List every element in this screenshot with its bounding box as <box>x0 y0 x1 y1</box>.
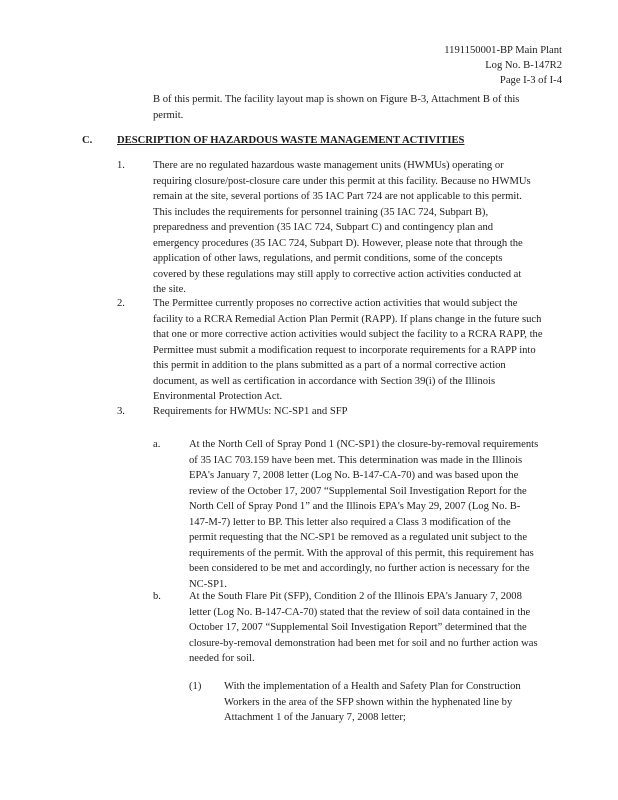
header-log-no: Log No. B-147R2 <box>485 60 562 71</box>
item-number: 2. <box>117 298 125 309</box>
item-text: The Permittee currently proposes no corrective action activities that would subject the facility to a RCRA Remedial Action Plan Permit (RAPP). If plans change in the future such that one or more corrective action activities would subject the facility to a RCRA RAPP, the Permittee must submit a modification request to incorporate requirements for a RAPP into this permit in addition to the plans submitted as a part of a normal corrective action document, as well as certification in accordance with Section 39(i) of the Illinois Environmental Protection Act. <box>153 298 543 402</box>
section-title: DESCRIPTION OF HAZARDOUS WASTE MANAGEMENT ACTIVITIES <box>117 135 465 146</box>
subitem-letter: a. <box>153 439 161 450</box>
section-letter: C. <box>82 135 93 146</box>
item-text: There are no regulated hazardous waste management units (HWMUs) operating or requiring closure/post-closure care under this permit at this facility. Because no HWMUs remain at the site, several portions of 35 IAC Part 724 are not applicable to this permit. This includes the requirements for personnel training (35 IAC 724, Subpart B), preparedness and prevention (35 IAC 724, Subpart C) and contingency plan and emergency procedures (35 IAC 724, Subpart D). However, please note that through the application of other laws, regulations, and permit conditions, some of the concepts covered by these regulations may still apply to corrective action activities conducted at the site. <box>153 160 531 295</box>
intro-paragraph: B of this permit. The facility layout map is shown on Figure B-3, Attachment B of this permit. <box>153 94 520 121</box>
subsubitem-text: With the implementation of a Health and Safety Plan for Construction Workers in the area of the SFP shown within the hyphenated line by Attachment 1 of the January 7, 2008 letter; <box>224 681 521 723</box>
header-permit-id: 1191150001-BP Main Plant <box>444 45 562 56</box>
header-page-number: Page I-3 of I-4 <box>499 75 562 86</box>
subitem-letter: b. <box>153 591 161 602</box>
item-text: Requirements for HWMUs: NC-SP1 and SFP <box>153 406 348 417</box>
item-number: 1. <box>117 160 125 171</box>
subitem-text: At the South Flare Pit (SFP), Condition 2 of the Illinois EPA's January 7, 2008 letter (Log No. B-147-CA-70) stated that the review of soil data contained in the October 17, 2007 “Supplemental Soil Investigation Report” determined that the closure-by-removal demonstration had been met for soil and no further action was needed for soil. <box>189 591 538 664</box>
item-number: 3. <box>117 406 125 417</box>
subsubitem-label: (1) <box>189 681 202 692</box>
page-header <box>444 43 562 88</box>
subitem-text: At the North Cell of Spray Pond 1 (NC-SP1) the closure-by-removal requirements of 35 IAC 703.159 have been met. This determination was made in the Illinois EPA's January 7, 2008 letter (Log No. B-147-CA-70) and was based upon the review of the October 17, 2007 “Supplemental Soil Investigation Report for the North Cell of Spray Pond 1” and the Illinois EPA's May 29, 2007 (Log No. B-147-M-7) letter to BP. This letter also required a Class 3 modification of the permit requesting that the NC-SP1 be removed as a regulated unit subject to the requirements of the permit. With the approval of this permit, this requirement has been considered to be met and accordingly, no further action is necessary for the NC-SP1. <box>189 439 539 590</box>
